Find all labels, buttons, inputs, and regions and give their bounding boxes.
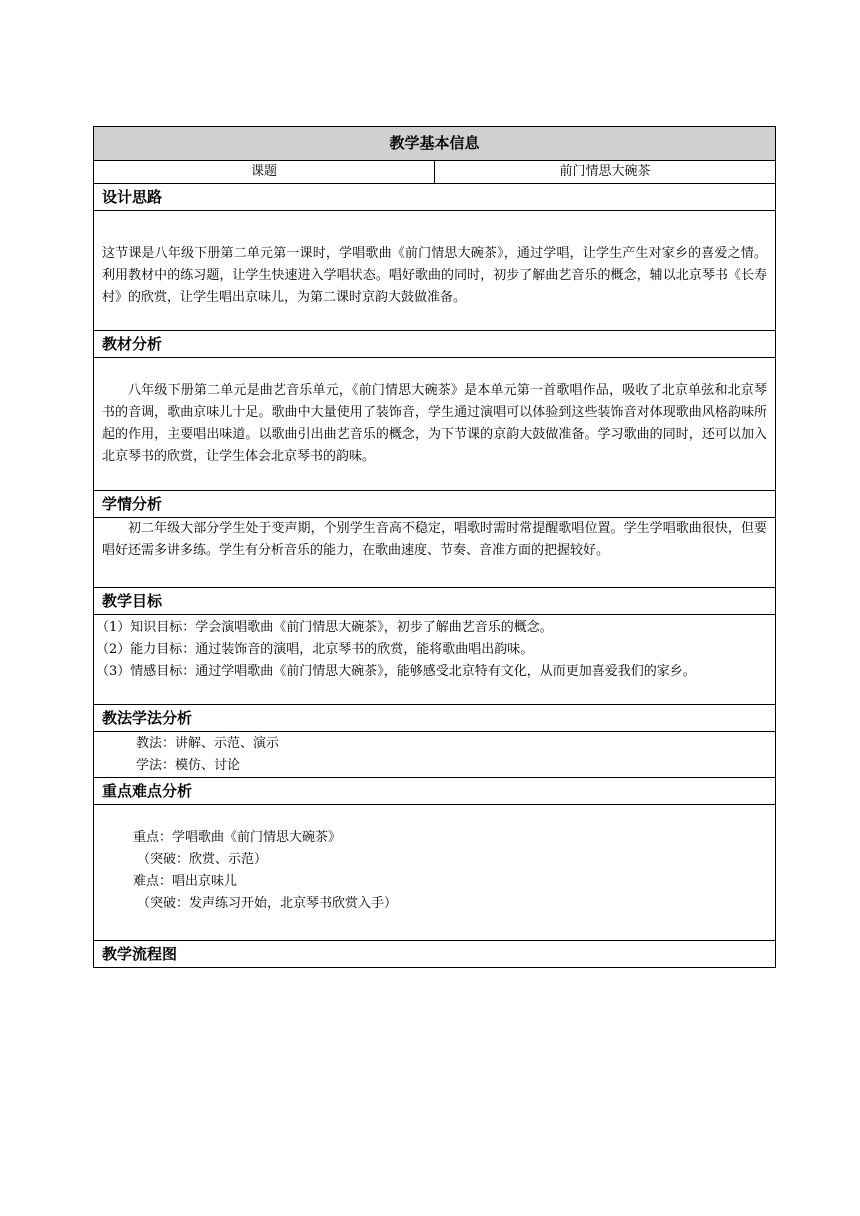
students-section [94,518,776,588]
key-points-section [94,805,776,941]
topic-value: 前门情思大碗茶 [435,161,776,184]
material-text: 八年级下册第二单元是曲艺音乐单元，《前门情思大碗茶》是本单元第一首歌唱作品，吸收了北京单弦和北京琴书的音调，歌曲京味儿十足。歌曲中大量使用了装饰音，学生通过演唱可以体验到这些装饰音对体现歌曲风格韵味所起的作用，主要唱出味道。以歌曲引出曲艺音乐的概念，为下节课的京韵大鼓做准备。学习歌曲的同时，还可以加入北京琴书的欣赏，让学生体会北京琴书的韵味。 [102,383,767,464]
goal-item-3: （3）情感目标：通过学唱歌曲《前门情思大碗茶》，能够感受北京特有文化，从而更加喜爱我们的家乡。 [96,664,696,679]
students-text: 初二年级大部分学生处于变声期，个别学生音高不稳定，唱歌时需时常提醒歌唱位置。学生学唱歌曲很快，但要唱好还需多讲多练。学生有分析音乐的能力，在歌曲速度、节奏、音准方面的把握较好。 [102,521,767,558]
methods-heading: 教法学法分析 [94,705,776,732]
difficult-point-breakthrough: （突破：发声练习开始，北京琴书欣赏入手） [137,896,398,911]
teaching-method: 教法：讲解、示范、演示 [136,736,280,751]
key-point: 重点：学唱歌曲《前门情思大碗茶》 [133,830,342,845]
lesson-plan-document [93,126,776,968]
key-points-heading: 重点难点分析 [94,778,776,805]
flow-heading: 教学流程图 [94,941,776,968]
key-point-breakthrough: （突破：欣赏、示范） [137,852,268,867]
topic-label: 课题 [94,161,435,184]
goals-section [94,615,776,705]
material-heading: 教材分析 [94,331,776,358]
design-heading: 设计思路 [94,184,776,211]
lesson-plan-table [93,126,776,968]
methods-section [94,732,776,778]
learning-method: 学法：模仿、讨论 [136,758,241,773]
goal-item-1: （1）知识目标：学会演唱歌曲《前门情思大碗茶》，初步了解曲艺音乐的概念。 [96,620,553,635]
design-section [94,211,776,331]
design-text: 这节课是八年级下册第二单元第一课时，学唱歌曲《前门情思大碗茶》，通过学唱，让学生产生对家乡的喜爱之情。利用教材中的练习题，让学生快速进入学唱状态。唱好歌曲的同时，初步了解曲艺音乐的概念，辅以北京琴书《长寿村》的欣赏，让学生唱出京味儿，为第二课时京韵大鼓做准备。 [102,246,767,305]
difficult-point: 难点：唱出京味儿 [133,874,238,889]
document-title: 教学基本信息 [94,127,776,161]
goals-heading: 教学目标 [94,588,776,615]
goal-item-2: （2）能力目标：通过装饰音的演唱，北京琴书的欣赏，能将歌曲唱出韵味。 [96,642,534,657]
students-heading: 学情分析 [94,491,776,518]
material-section [94,358,776,491]
